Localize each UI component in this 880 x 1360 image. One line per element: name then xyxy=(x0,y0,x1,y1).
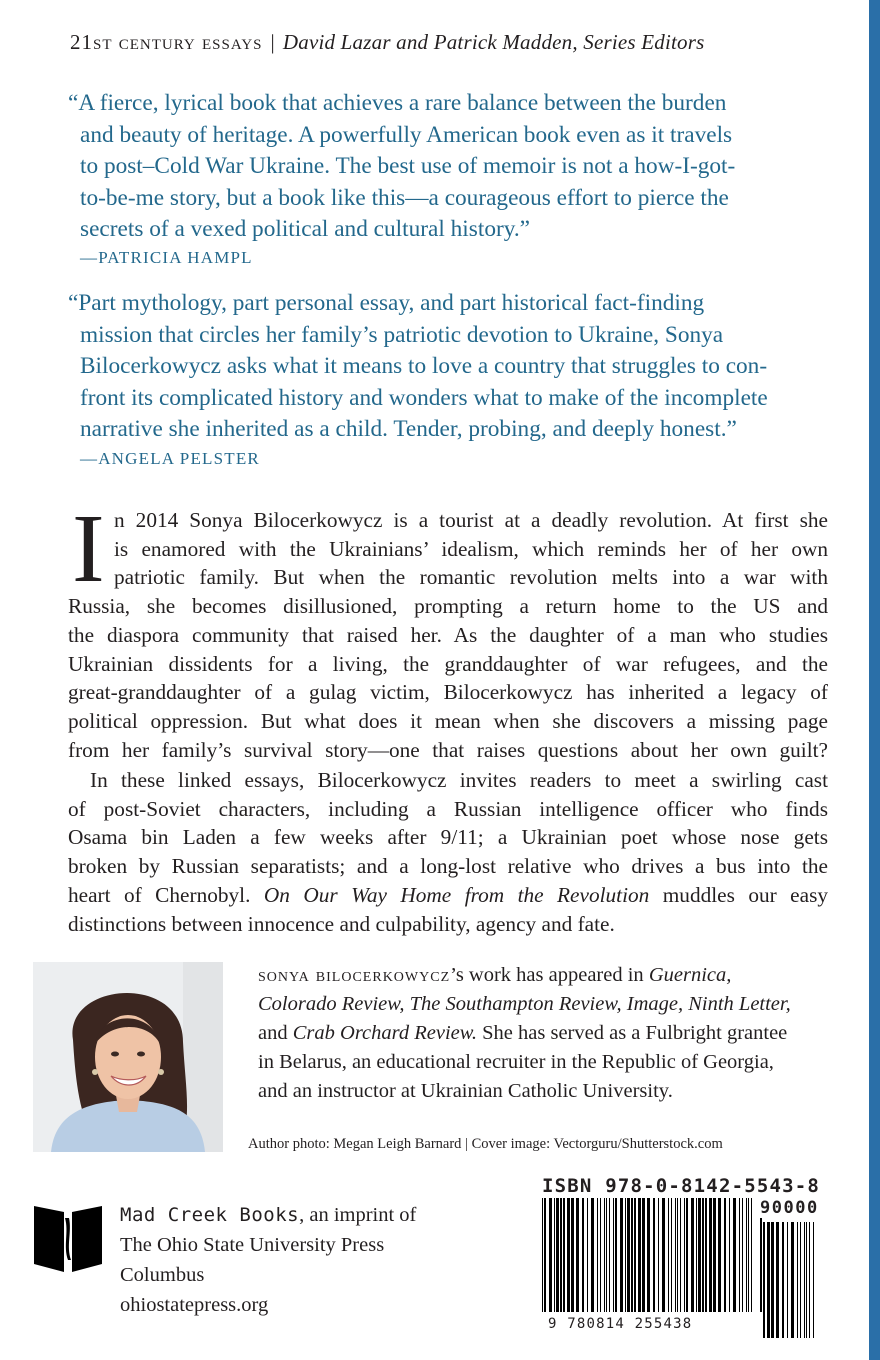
barcode-bar xyxy=(615,1198,617,1312)
body-line: In these linked essays, Bilocerkowycz invites readers to meet a swirling cast xyxy=(90,768,828,792)
series-separator: | xyxy=(270,30,275,54)
barcode-bar xyxy=(787,1222,788,1338)
imprint-suffix: , an imprint of xyxy=(299,1204,417,1226)
barcode-bar xyxy=(642,1198,645,1312)
barcode-bar xyxy=(634,1198,636,1312)
barcode-bar xyxy=(542,1198,543,1312)
barcode-bar xyxy=(797,1222,798,1338)
body-line: broken by Russian separatists; and a long-lost relative who drives a bus into the xyxy=(68,854,828,879)
body-line: Russia, she becomes disillusioned, prompting a return home to the US and xyxy=(68,594,828,619)
body-line: patriotic family. But when the romantic revolution melts into a war with xyxy=(114,565,828,590)
series-line xyxy=(70,30,705,55)
price-addon: 90000 xyxy=(760,1198,819,1218)
barcode-bar xyxy=(705,1198,707,1312)
barcode-bar xyxy=(638,1198,641,1312)
photo-credits: Author photo: Megan Leigh Barnard | Cover image: Vectorguru/Shutterstock.com xyxy=(248,1136,723,1152)
barcode-bar xyxy=(806,1222,807,1338)
barcode-bar xyxy=(668,1198,669,1312)
barcode-bar xyxy=(767,1222,770,1338)
bio-line xyxy=(258,990,838,1019)
barcode-bar xyxy=(600,1198,601,1312)
barcode-bar xyxy=(613,1198,614,1312)
barcode-bar xyxy=(729,1198,730,1312)
spine-color-band xyxy=(869,0,880,1360)
barcode-bar xyxy=(658,1198,659,1312)
barcode-bar xyxy=(696,1198,697,1312)
imprint-name: Mad Creek Books xyxy=(120,1204,300,1226)
barcode-bar xyxy=(684,1198,685,1312)
barcode-bar xyxy=(606,1198,607,1312)
blurb-line: mission that circles her family’s patriotic devotion to Ukraine, Sonya xyxy=(80,321,724,348)
barcode-bar xyxy=(675,1198,676,1312)
body-text-segment: muddles our easy xyxy=(649,882,829,907)
barcode-bar xyxy=(662,1198,665,1312)
barcode-bar xyxy=(671,1198,672,1312)
barcode-bar xyxy=(748,1198,749,1312)
barcode-bar xyxy=(691,1198,694,1312)
publisher-line xyxy=(120,1200,416,1230)
body-line: is enamored with the Ukrainians’ idealism, which reminds her of her own xyxy=(114,536,828,561)
blurb-line: front its complicated history and wonders what to make of the incomplete xyxy=(80,384,768,411)
press-city: Columbus xyxy=(120,1264,205,1286)
body-line: from her family’s survival story—one that raises questions about her own guilt? xyxy=(68,737,828,762)
journal-title: Guernica, xyxy=(648,964,732,986)
blurb-line: Bilocerkowycz asks what it means to love a country that struggles to con- xyxy=(80,353,768,379)
blurb-line: to post–Cold War Ukraine. The best use of memoir is not a how-I-got- xyxy=(80,153,736,179)
barcode-bar xyxy=(724,1198,726,1312)
barcode-bar xyxy=(702,1198,704,1312)
barcode-bar xyxy=(647,1198,650,1312)
barcode-bar xyxy=(698,1198,701,1312)
body-line: Osama bin Laden a few weeks after 9/11; a Ukrainian poet whose nose gets xyxy=(68,825,828,850)
barcode-bar xyxy=(813,1222,814,1338)
blurb-line: to-be-me story, but a book like this—a courageous effort to pierce the xyxy=(80,184,729,211)
barcode-bar xyxy=(554,1198,555,1312)
barcode-bar xyxy=(771,1222,774,1338)
barcode-bar xyxy=(556,1198,559,1312)
barcode-bar xyxy=(809,1222,810,1338)
book-logo-icon xyxy=(32,1198,104,1276)
barcode-bar xyxy=(620,1198,623,1312)
barcode-bar xyxy=(763,1222,765,1338)
barcode-bar xyxy=(571,1198,574,1312)
blurb-line: “A fierce, lyrical book that achieves a rare balance between the burden xyxy=(68,90,727,116)
barcode-bar xyxy=(563,1198,565,1312)
barcode-bar xyxy=(800,1222,801,1338)
barcode-bar xyxy=(791,1222,794,1338)
body-line: distinctions between innocence and culpability, agency and fate. xyxy=(68,911,615,936)
author-name: sonya bilocerkowycz xyxy=(258,964,451,986)
bio-line xyxy=(258,961,838,990)
drop-cap: I xyxy=(72,495,105,603)
press-name: The Ohio State University Press xyxy=(120,1234,385,1256)
barcode-bar xyxy=(567,1198,570,1312)
body-text-segment: heart of Chernobyl. xyxy=(68,882,251,907)
barcode-bar xyxy=(609,1198,610,1312)
press-website: ohiostatepress.org xyxy=(120,1294,269,1316)
barcode-bar xyxy=(686,1198,688,1312)
blurb-line: and beauty of heritage. A powerfully American book even as it travels xyxy=(80,121,733,148)
barcode-bar xyxy=(804,1222,805,1338)
barcode-bar xyxy=(631,1198,633,1312)
barcode-bar xyxy=(625,1198,626,1312)
author-bio xyxy=(258,961,838,1106)
bio-text: ’s work has appeared in xyxy=(450,964,649,986)
barcode-bar xyxy=(591,1198,594,1312)
barcode-bar xyxy=(549,1198,552,1312)
barcode-bar xyxy=(713,1198,716,1312)
body-line: the diaspora community that raised her. As the daughter of a man who studies xyxy=(68,622,828,647)
bio-text: and xyxy=(258,1022,293,1044)
barcode-bar xyxy=(739,1198,740,1312)
description-paragraph-1 xyxy=(68,506,828,764)
body-line: political oppression. But what does it mean when she discovers a missing page xyxy=(68,708,828,733)
bio-line: and an instructor at Ukrainian Catholic University. xyxy=(258,1080,673,1102)
bio-line xyxy=(258,1019,838,1048)
barcode-bar xyxy=(604,1198,605,1312)
body-line: great-granddaughter of a gulag victim, Bilocerkowycz has inherited a legacy of xyxy=(68,680,828,705)
bio-line: in Belarus, an educational recruiter in the Republic of Georgia, xyxy=(258,1051,774,1073)
barcode-bar xyxy=(560,1198,562,1312)
barcode-bar xyxy=(782,1222,784,1338)
blurb-hampl xyxy=(68,88,828,246)
body-line: n 2014 Sonya Bilocerkowycz is a tourist at a deadly revolution. At first she xyxy=(114,508,828,532)
barcode-bar xyxy=(742,1198,743,1312)
isbn-text: ISBN 978-0-8142-5543-8 xyxy=(542,1175,821,1197)
journal-titles: Colorado Review, The Southampton Review, Image, Ninth Letter, xyxy=(258,993,791,1015)
blurb-attribution: —PATRICIA HAMPL xyxy=(80,248,253,267)
author-photo xyxy=(33,962,223,1152)
barcode-bar xyxy=(680,1198,681,1312)
barcode-bar xyxy=(576,1198,579,1312)
barcode-bar xyxy=(746,1198,747,1312)
barcode-bar xyxy=(627,1198,630,1312)
body-line: of post-Soviet characters, including a Russian intelligence officer who finds xyxy=(68,796,828,821)
journal-title: Crab Orchard Review. xyxy=(292,1022,478,1044)
body-line xyxy=(68,881,828,910)
barcode-bar xyxy=(751,1198,752,1312)
series-editors: David Lazar and Patrick Madden, Series Editors xyxy=(282,30,705,54)
blurb-line: “Part mythology, part personal essay, and part historical fact-finding xyxy=(68,290,705,316)
blurb-line: secrets of a vexed political and cultural history.” xyxy=(80,216,531,242)
series-name: 21st century essays xyxy=(70,30,263,54)
book-title: On Our Way Home from the Revolution xyxy=(263,882,650,907)
barcode-bar xyxy=(587,1198,588,1312)
body-line: Ukrainian dissidents for a living, the granddaughter of war refugees, and the xyxy=(68,651,828,676)
barcode-bar xyxy=(709,1198,712,1312)
barcode-bar xyxy=(718,1198,721,1312)
barcode-bar xyxy=(677,1198,678,1312)
ean-digits: 9 780814 255438 xyxy=(548,1316,693,1332)
barcode-bar xyxy=(544,1198,546,1312)
barcode-bar xyxy=(582,1198,584,1312)
blurb-attribution: —ANGELA PELSTER xyxy=(80,449,260,468)
barcode-bar xyxy=(733,1198,736,1312)
blurb-pelster xyxy=(68,288,828,446)
barcode-bar xyxy=(776,1222,779,1338)
description-paragraph-2 xyxy=(68,766,828,938)
blurb-line: narrative she inherited as a child. Tender, probing, and deeply honest.” xyxy=(80,416,737,442)
barcode-bar xyxy=(653,1198,655,1312)
barcode-bar xyxy=(597,1198,598,1312)
bio-text: She has served as a Fulbright grantee xyxy=(477,1022,788,1044)
publisher-info xyxy=(120,1200,416,1320)
